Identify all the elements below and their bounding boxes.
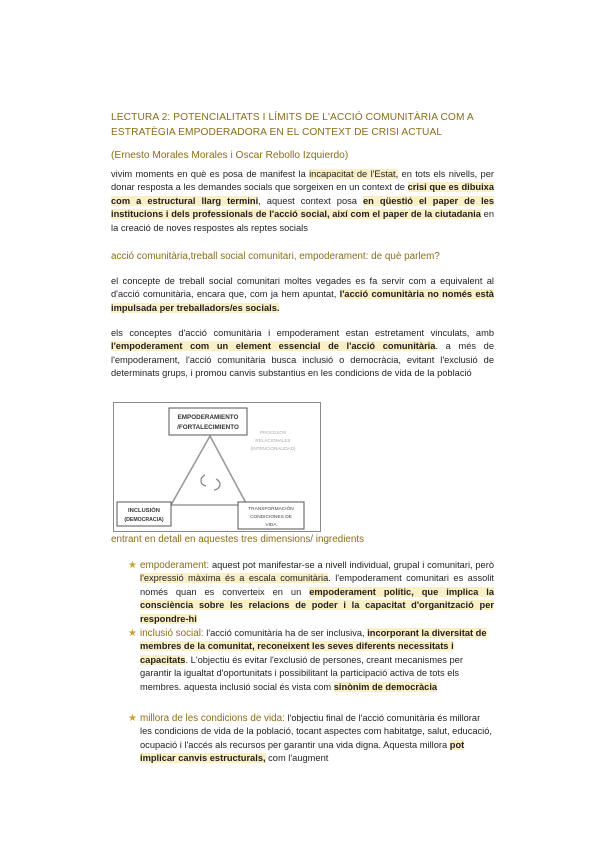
highlight-run: l'empoderament com un element essencial de l'acció comunitària [111, 341, 436, 352]
authors-line: (Ernesto Morales Morales i Oscar Rebollo Izquierdo) [111, 150, 349, 161]
text-run: l'objectiu final de l'acció comunitària és millorar les condicions de vida de la població, tocant aspectes com habitatge, salut, educació, ocupació i l'accés als recursos per garantir una vida digna. Aquesta millora [140, 713, 492, 750]
text-run: . l'empoderament comunitari es assolit només quan es converteix en un [140, 573, 495, 597]
text-run: , aquest context posa [258, 195, 363, 206]
highlight-run: en qüestió el paper de les institucions i dels professionals de l'acció social, així com el paper de la ciutadania [111, 195, 494, 220]
highlight-run: incorporant la diversitat de membres de la comunitat, reconeixent les seves diferents necessitats i capacitats [140, 628, 487, 665]
text-run: . L'objectiu és evitar l'exclusió de persones, creant mecanismes per garantir la igualtat d'oportunitats i possibilitant la participació activa de tots els membres. aquesta inclusió social és vista com [140, 654, 463, 692]
section-heading-concepts: acció comunitària,treball social comunitari, empoderament: de què parlem? [111, 251, 440, 262]
dimensions-list [128, 559, 494, 766]
star-bullet-icon: ★ [128, 713, 137, 725]
highlight-run: crisi que es dibuixa com a estructural llarg termini [111, 182, 494, 206]
highlight-run: incapacitat de l'Estat, [309, 169, 399, 179]
text-run: en la creació de noves respostes als reptes socials [111, 209, 494, 233]
side-label-line2: RELACIONALES [255, 438, 291, 443]
list-item-heading: millora de les condicions de vida: [140, 713, 285, 725]
star-bullet-icon: ★ [128, 628, 137, 640]
dimensions-diagram [113, 402, 321, 532]
paragraph-intro [111, 168, 494, 235]
list-item [128, 712, 494, 766]
box-inclusion-line2: (DEMOCRACIA) [124, 517, 164, 523]
text-run: com l'augment [265, 753, 329, 764]
highlight-run: l'acció comunitària no només està impulsada per treballadors/es socials. [111, 289, 494, 313]
list-item [128, 559, 494, 626]
box-empowerment-line2: /FORTALECIMIENTO [177, 424, 239, 431]
list-item [128, 627, 494, 694]
text-run: en tots els nivells, per donar resposta a les demandes socials que sorgeixen en un context de [111, 169, 494, 193]
side-label-line3: (INTENCIONALIDAD) [250, 446, 296, 451]
paragraph-empowerment [111, 327, 494, 381]
text-run: el concepte de treball social comunitari moltes vegades es fa servir com a equivalent al d'acció comunitària, encara que, com ja hem apuntat, [111, 276, 494, 300]
box-inclusion-line1: INCLUSIÓN [128, 508, 160, 514]
text-run: . a més de l'empoderament, l'acció comunitària busca inclusió o democràcia, evitant l'exclusió de determinats grups, i promou canvis substantius en les condicions de vida de la població [111, 341, 494, 379]
text-run: l'acció comunitària ha de ser inclusiva, [203, 628, 368, 639]
list-item-heading: inclusió social: [140, 628, 204, 640]
box-transformation-line2: CONDICIONES DE [250, 515, 292, 520]
text-run: aquest pot manifestar-se a nivell individual, grupal i comunitari, però [209, 560, 494, 570]
list-item-heading: empoderament: [140, 560, 210, 571]
document-title: LECTURA 2: POTENCIALITATS I LÍMITS DE L'ACCIÓ COMUNITÀRIA COM A ESTRATÈGIA EMPODERADORA EN EL CONTEXT DE CRISI ACTUAL [111, 112, 474, 138]
text-run: els conceptes d'acció comunitària i empoderament estan estretament vinculats, amb [111, 328, 494, 338]
side-label-line1: PROCESOS [259, 430, 287, 435]
paragraph-concept [111, 275, 494, 315]
highlight-run: empoderament polític, que implica la consciència sobre les relacions de poder i la capacitat d'organització per respondre-hi [140, 586, 494, 624]
highlight-run: l'expressió màxima és a escala comunitària [140, 573, 329, 584]
star-bullet-icon: ★ [128, 560, 137, 571]
text-run: vivim moments en què es posa de manifest la [111, 169, 310, 179]
box-empowerment-line1: EMPODERAMIENTO [177, 414, 239, 421]
highlight-run: sinònim de democràcia [333, 681, 438, 692]
box-transformation-line1: TRANSFORMACIÓN [248, 507, 294, 512]
section-heading-dimensions: entrant en detall en aquestes tres dimensions/ ingredients [111, 534, 365, 545]
box-transformation-line3: VIDA [265, 523, 277, 528]
highlight-run: pot implicar canvis estructurals, [140, 739, 465, 764]
